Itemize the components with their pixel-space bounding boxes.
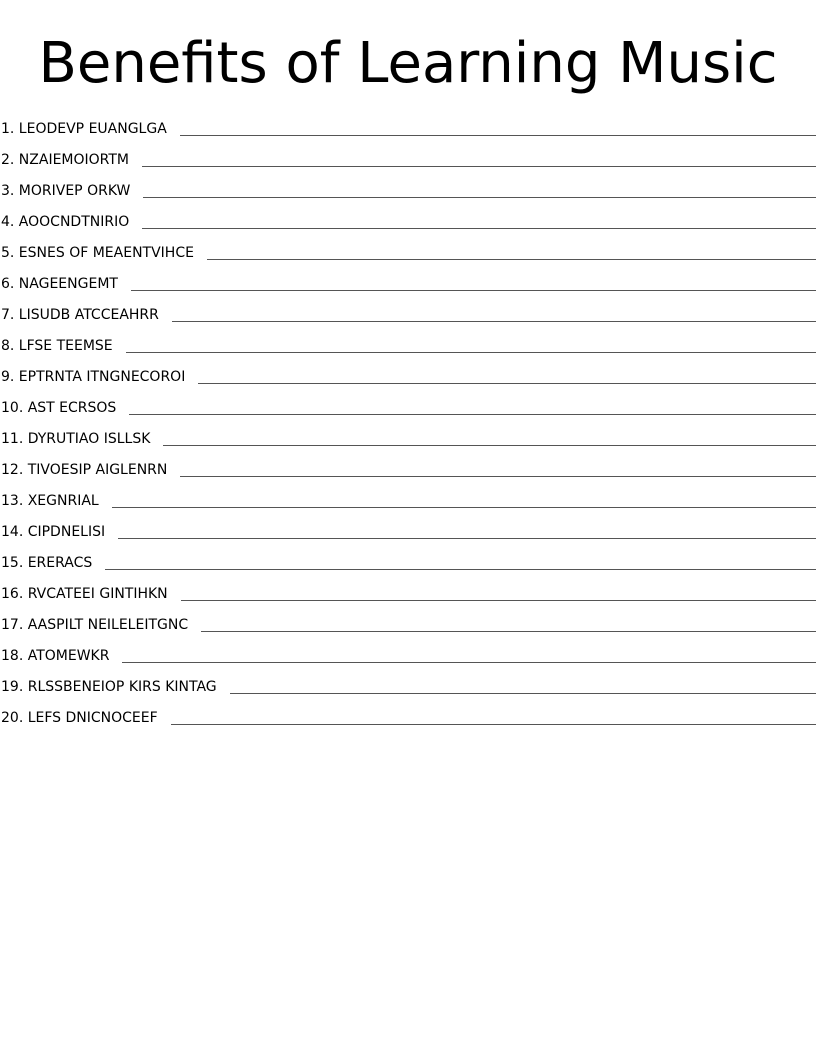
list-item: [0, 110, 816, 141]
list-item: [0, 482, 816, 513]
list-item: [0, 451, 816, 482]
answer-line[interactable]: [105, 569, 816, 570]
answer-line[interactable]: [129, 414, 816, 415]
answer-line[interactable]: [163, 445, 816, 446]
answer-line[interactable]: [201, 631, 816, 632]
answer-line[interactable]: [198, 383, 816, 384]
list-item: [0, 606, 816, 637]
answer-line[interactable]: [181, 600, 816, 601]
answer-line[interactable]: [143, 197, 816, 198]
list-item: [0, 668, 816, 699]
scrambled-word: 2. NZAIEMOIORTM: [1, 152, 130, 168]
answer-line[interactable]: [142, 228, 816, 229]
list-item: [0, 544, 816, 575]
scrambled-word: 12. TIVOESIP AIGLENRN: [1, 462, 168, 478]
list-item: [0, 234, 816, 265]
answer-line[interactable]: [172, 321, 816, 322]
list-item: [0, 420, 816, 451]
answer-line[interactable]: [126, 352, 816, 353]
answer-line[interactable]: [180, 135, 816, 136]
list-item: [0, 327, 816, 358]
answer-line[interactable]: [112, 507, 816, 508]
list-item: [0, 637, 816, 668]
answer-line[interactable]: [118, 538, 816, 539]
page-title: Benefits of Learning Music: [38, 31, 778, 96]
scrambled-word: 11. DYRUTIAO ISLLSK: [1, 431, 151, 447]
list-item: [0, 389, 816, 420]
list-item: [0, 141, 816, 172]
scrambled-word: 14. CIPDNELISI: [1, 524, 106, 540]
answer-line[interactable]: [142, 166, 816, 167]
scrambled-word: 9. EPTRNTA ITNGNECOROI: [1, 369, 186, 385]
scrambled-word: 5. ESNES OF MEAENTVIHCE: [1, 245, 194, 261]
scramble-list: [0, 110, 816, 730]
scrambled-word: 4. AOOCNDTNIRIO: [1, 214, 130, 230]
list-item: [0, 265, 816, 296]
list-item: [0, 203, 816, 234]
answer-line[interactable]: [131, 290, 816, 291]
scrambled-word: 19. RLSSBENEIOP KIRS KINTAG: [1, 679, 217, 695]
scrambled-word: 10. AST ECRSOS: [1, 400, 117, 416]
list-item: [0, 699, 816, 730]
list-item: [0, 172, 816, 203]
scrambled-word: 15. ERERACS: [1, 555, 93, 571]
scrambled-word: 7. LISUDB ATCCEAHRR: [1, 307, 159, 323]
list-item: [0, 296, 816, 327]
scrambled-word: 8. LFSE TEEMSE: [1, 338, 113, 354]
scrambled-word: 20. LEFS DNICNOCEEF: [1, 710, 158, 726]
scrambled-word: 13. XEGNRIAL: [1, 493, 99, 509]
scrambled-word: 3. MORIVEP ORKW: [1, 183, 131, 199]
answer-line[interactable]: [180, 476, 816, 477]
answer-line[interactable]: [171, 724, 816, 725]
answer-line[interactable]: [122, 662, 816, 663]
list-item: [0, 513, 816, 544]
scrambled-word: 18. ATOMEWKR: [1, 648, 110, 664]
scrambled-word: 16. RVCATEEI GINTIHKN: [1, 586, 168, 602]
list-item: [0, 575, 816, 606]
answer-line[interactable]: [207, 259, 816, 260]
list-item: [0, 358, 816, 389]
scrambled-word: 1. LEODEVP EUANGLGA: [1, 121, 167, 137]
scrambled-word: 17. AASPILT NEILELEITGNC: [1, 617, 189, 633]
scrambled-word: 6. NAGEENGEMT: [1, 276, 118, 292]
answer-line[interactable]: [230, 693, 816, 694]
